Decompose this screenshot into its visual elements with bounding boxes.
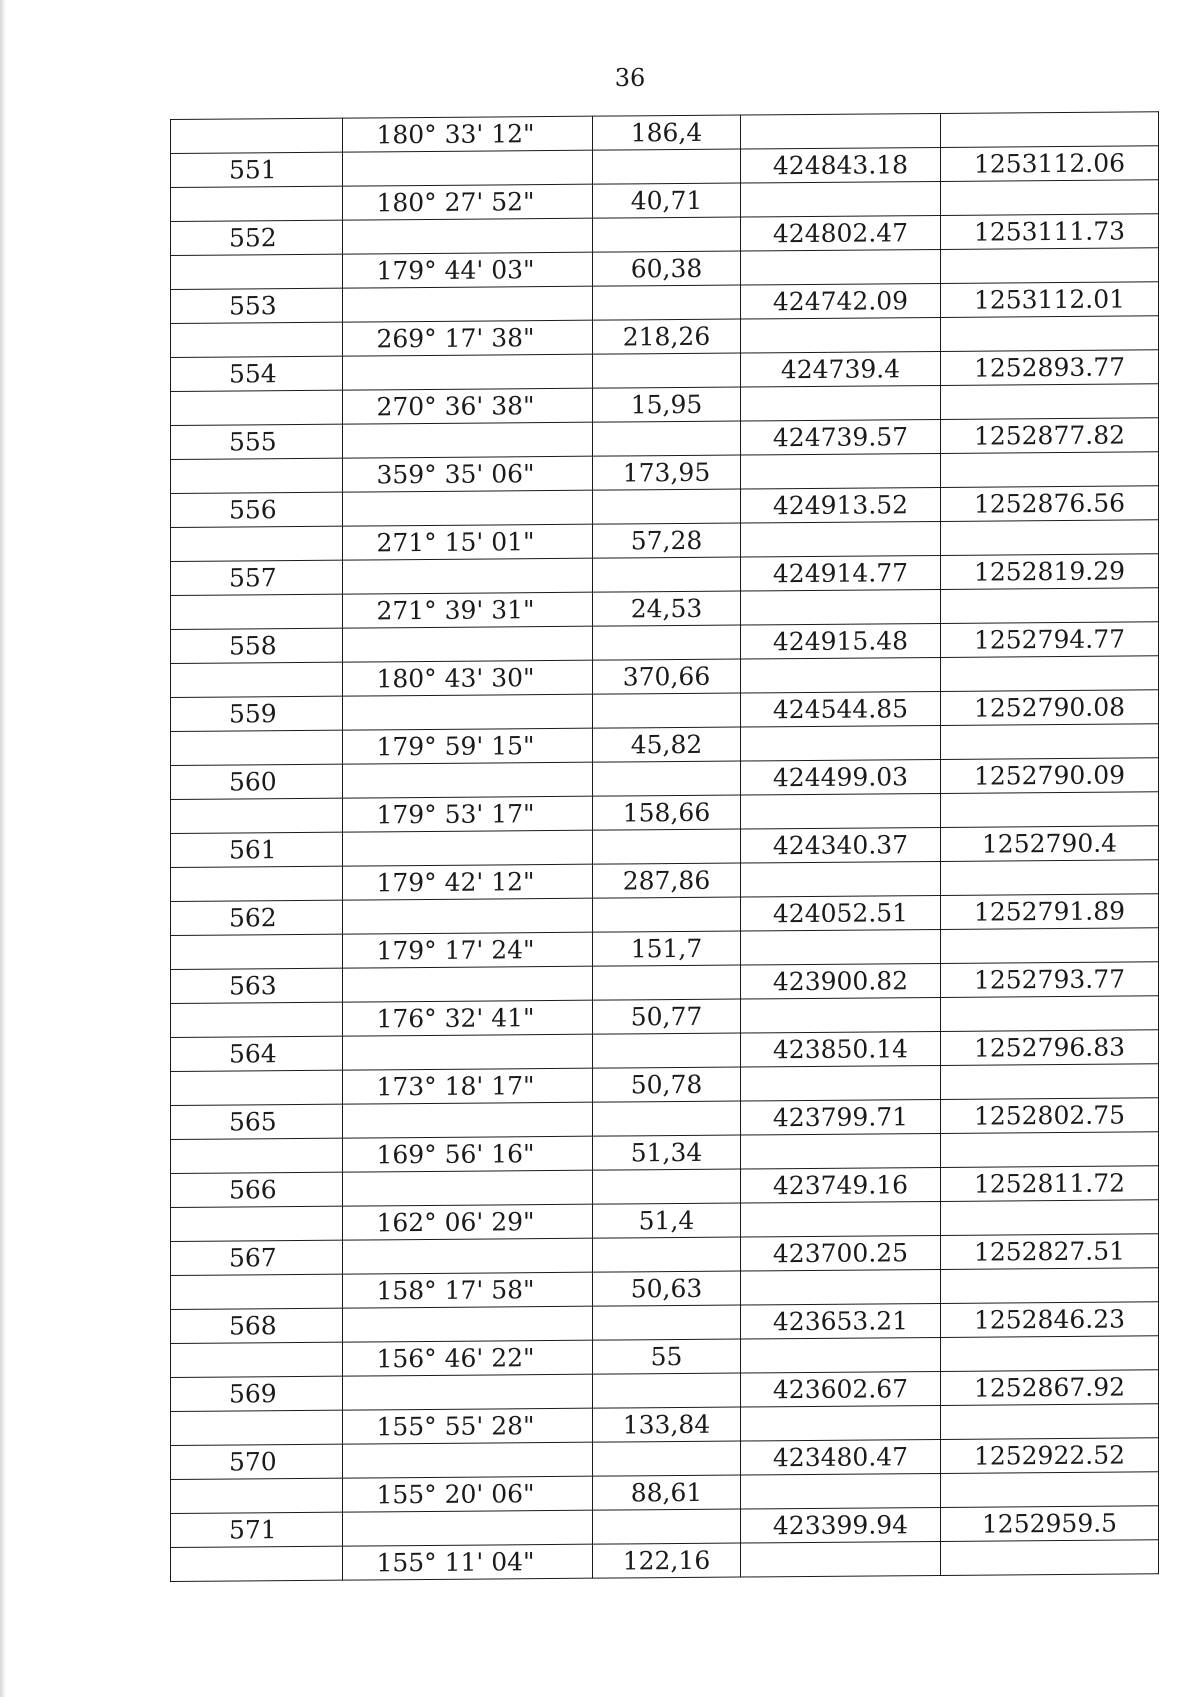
bearing-angle-cell: 173° 18' 17" <box>343 1068 593 1104</box>
point-number-cell <box>171 798 343 833</box>
distance-cell: 122,16 <box>593 1543 741 1578</box>
point-number-cell <box>171 1002 343 1037</box>
bearing-angle-cell: 180° 33' 12" <box>343 116 593 152</box>
point-number-cell: 558 <box>171 628 343 663</box>
distance-cell <box>593 693 741 728</box>
distance-cell: 158,66 <box>593 795 741 830</box>
y-coordinate-cell <box>941 1132 1159 1168</box>
y-coordinate-cell: 1252791.89 <box>941 894 1159 930</box>
point-number-cell <box>171 1138 343 1173</box>
x-coordinate-cell <box>741 317 941 353</box>
point-number-cell <box>171 730 343 765</box>
distance-cell: 287,86 <box>593 863 741 898</box>
y-coordinate-cell: 1252893.77 <box>941 350 1159 386</box>
distance-cell: 50,63 <box>593 1271 741 1306</box>
bearing-angle-cell: 179° 17' 24" <box>343 932 593 968</box>
bearing-angle-cell <box>343 422 593 458</box>
y-coordinate-cell <box>941 1404 1159 1440</box>
distance-cell: 51,4 <box>593 1203 741 1238</box>
point-number-cell <box>171 1206 343 1241</box>
bearing-angle-cell <box>343 1306 593 1342</box>
x-coordinate-cell <box>741 1133 941 1169</box>
y-coordinate-cell <box>941 1540 1159 1576</box>
distance-cell: 370,66 <box>593 659 741 694</box>
point-number-cell <box>171 322 343 357</box>
distance-cell <box>593 421 741 456</box>
distance-cell <box>593 761 741 796</box>
distance-cell <box>593 1373 741 1408</box>
x-coordinate-cell <box>741 1201 941 1237</box>
point-number-cell: 565 <box>171 1104 343 1139</box>
bearing-angle-cell: 180° 27' 52" <box>343 184 593 220</box>
distance-cell <box>593 1509 741 1544</box>
point-number-cell <box>171 254 343 289</box>
bearing-angle-cell: 269° 17' 38" <box>343 320 593 356</box>
y-coordinate-cell: 1252876.56 <box>941 486 1159 522</box>
bearing-angle-cell <box>343 1034 593 1070</box>
scan-edge-shadow <box>0 0 6 1697</box>
point-number-cell <box>171 866 343 901</box>
point-number-cell: 562 <box>171 900 343 935</box>
bearing-angle-cell: 155° 11' 04" <box>343 1544 593 1580</box>
distance-cell <box>593 1101 741 1136</box>
x-coordinate-cell <box>741 861 941 897</box>
bearing-angle-cell: 179° 59' 15" <box>343 728 593 764</box>
bearing-angle-cell: 158° 17' 58" <box>343 1272 593 1308</box>
y-coordinate-cell <box>941 1336 1159 1372</box>
y-coordinate-cell <box>941 112 1159 148</box>
point-number-cell <box>171 526 343 561</box>
x-coordinate-cell: 423850.14 <box>741 1031 941 1067</box>
distance-cell: 60,38 <box>593 251 741 286</box>
point-number-cell <box>171 118 343 153</box>
bearing-angle-cell: 169° 56' 16" <box>343 1136 593 1172</box>
x-coordinate-cell <box>741 385 941 421</box>
x-coordinate-cell <box>741 1541 941 1577</box>
y-coordinate-cell: 1253112.06 <box>941 146 1159 182</box>
distance-cell <box>593 557 741 592</box>
point-number-cell: 563 <box>171 968 343 1003</box>
distance-cell <box>593 217 741 252</box>
bearing-angle-cell <box>343 558 593 594</box>
bearing-angle-cell <box>343 830 593 866</box>
x-coordinate-cell: 423700.25 <box>741 1235 941 1271</box>
point-number-cell: 557 <box>171 560 343 595</box>
y-coordinate-cell <box>941 248 1159 284</box>
point-number-cell <box>171 1546 343 1581</box>
distance-cell <box>593 829 741 864</box>
y-coordinate-cell <box>941 180 1159 216</box>
point-number-cell: 569 <box>171 1376 343 1411</box>
x-coordinate-cell <box>741 929 941 965</box>
x-coordinate-cell <box>741 1405 941 1441</box>
distance-cell <box>593 489 741 524</box>
bearing-angle-cell <box>343 1102 593 1138</box>
bearing-angle-cell: 155° 20' 06" <box>343 1476 593 1512</box>
bearing-angle-cell: 270° 36' 38" <box>343 388 593 424</box>
x-coordinate-cell: 423900.82 <box>741 963 941 999</box>
x-coordinate-cell <box>741 453 941 489</box>
survey-coordinates-table <box>170 111 1159 1582</box>
point-number-cell <box>171 390 343 425</box>
x-coordinate-cell: 424340.37 <box>741 827 941 863</box>
point-number-cell: 560 <box>171 764 343 799</box>
x-coordinate-cell <box>741 997 941 1033</box>
distance-cell: 133,84 <box>593 1407 741 1442</box>
y-coordinate-cell <box>941 656 1159 692</box>
point-number-cell <box>171 186 343 221</box>
x-coordinate-cell <box>741 725 941 761</box>
y-coordinate-cell <box>941 724 1159 760</box>
distance-cell <box>593 1305 741 1340</box>
x-coordinate-cell <box>741 1337 941 1373</box>
bearing-angle-cell <box>343 966 593 1002</box>
bearing-angle-cell <box>343 694 593 730</box>
x-coordinate-cell: 424739.4 <box>741 351 941 387</box>
bearing-angle-cell: 156° 46' 22" <box>343 1340 593 1376</box>
y-coordinate-cell: 1252790.4 <box>941 826 1159 862</box>
y-coordinate-cell: 1252802.75 <box>941 1098 1159 1134</box>
bearing-angle-cell <box>343 1510 593 1546</box>
distance-cell: 151,7 <box>593 931 741 966</box>
point-number-cell: 559 <box>171 696 343 731</box>
distance-cell <box>593 1169 741 1204</box>
bearing-angle-cell <box>343 286 593 322</box>
distance-cell: 186,4 <box>593 115 741 150</box>
x-coordinate-cell: 424802.47 <box>741 215 941 251</box>
x-coordinate-cell <box>741 181 941 217</box>
x-coordinate-cell: 423480.47 <box>741 1439 941 1475</box>
point-number-cell <box>171 662 343 697</box>
distance-cell <box>593 285 741 320</box>
point-number-cell: 570 <box>171 1444 343 1479</box>
y-coordinate-cell: 1252877.82 <box>941 418 1159 454</box>
y-coordinate-cell <box>941 452 1159 488</box>
x-coordinate-cell: 424915.48 <box>741 623 941 659</box>
bearing-angle-cell: 180° 43' 30" <box>343 660 593 696</box>
table-body <box>171 112 1159 1582</box>
point-number-cell: 553 <box>171 288 343 323</box>
x-coordinate-cell: 423653.21 <box>741 1303 941 1339</box>
bearing-angle-cell: 271° 15' 01" <box>343 524 593 560</box>
y-coordinate-cell: 1252867.92 <box>941 1370 1159 1406</box>
point-number-cell <box>171 458 343 493</box>
bearing-angle-cell: 176° 32' 41" <box>343 1000 593 1036</box>
distance-cell: 173,95 <box>593 455 741 490</box>
y-coordinate-cell <box>941 1200 1159 1236</box>
x-coordinate-cell <box>741 249 941 285</box>
point-number-cell <box>171 1410 343 1445</box>
distance-cell: 218,26 <box>593 319 741 354</box>
y-coordinate-cell: 1252793.77 <box>941 962 1159 998</box>
bearing-angle-cell: 179° 53' 17" <box>343 796 593 832</box>
bearing-angle-cell <box>343 626 593 662</box>
point-number-cell: 556 <box>171 492 343 527</box>
x-coordinate-cell: 424914.77 <box>741 555 941 591</box>
bearing-angle-cell: 179° 42' 12" <box>343 864 593 900</box>
x-coordinate-cell: 423799.71 <box>741 1099 941 1135</box>
x-coordinate-cell <box>741 1065 941 1101</box>
x-coordinate-cell <box>741 793 941 829</box>
point-number-cell: 571 <box>171 1512 343 1547</box>
point-number-cell <box>171 594 343 629</box>
x-coordinate-cell: 424913.52 <box>741 487 941 523</box>
bearing-angle-cell <box>343 1442 593 1478</box>
x-coordinate-cell: 424544.85 <box>741 691 941 727</box>
table-row <box>171 1540 1159 1582</box>
x-coordinate-cell <box>741 589 941 625</box>
distance-cell: 45,82 <box>593 727 741 762</box>
distance-cell <box>593 965 741 1000</box>
point-number-cell: 561 <box>171 832 343 867</box>
distance-cell <box>593 1237 741 1272</box>
x-coordinate-cell: 424739.57 <box>741 419 941 455</box>
distance-cell <box>593 1441 741 1476</box>
x-coordinate-cell: 424843.18 <box>741 147 941 183</box>
x-coordinate-cell <box>741 1473 941 1509</box>
point-number-cell: 567 <box>171 1240 343 1275</box>
bearing-angle-cell <box>343 150 593 186</box>
y-coordinate-cell: 1252846.23 <box>941 1302 1159 1338</box>
x-coordinate-cell: 423749.16 <box>741 1167 941 1203</box>
bearing-angle-cell: 155° 55' 28" <box>343 1408 593 1444</box>
y-coordinate-cell <box>941 384 1159 420</box>
y-coordinate-cell <box>941 996 1159 1032</box>
distance-cell <box>593 353 741 388</box>
y-coordinate-cell <box>941 316 1159 352</box>
bearing-angle-cell: 359° 35' 06" <box>343 456 593 492</box>
point-number-cell: 555 <box>171 424 343 459</box>
distance-cell <box>593 897 741 932</box>
y-coordinate-cell: 1252959.5 <box>941 1506 1159 1542</box>
distance-cell <box>593 625 741 660</box>
y-coordinate-cell: 1252922.52 <box>941 1438 1159 1474</box>
y-coordinate-cell: 1252790.09 <box>941 758 1159 794</box>
x-coordinate-cell <box>741 657 941 693</box>
y-coordinate-cell <box>941 860 1159 896</box>
point-number-cell: 568 <box>171 1308 343 1343</box>
point-number-cell: 551 <box>171 152 343 187</box>
distance-cell: 57,28 <box>593 523 741 558</box>
y-coordinate-cell: 1252790.08 <box>941 690 1159 726</box>
point-number-cell <box>171 1478 343 1513</box>
y-coordinate-cell <box>941 1064 1159 1100</box>
x-coordinate-cell <box>741 521 941 557</box>
y-coordinate-cell: 1252796.83 <box>941 1030 1159 1066</box>
point-number-cell <box>171 934 343 969</box>
distance-cell: 24,53 <box>593 591 741 626</box>
point-number-cell <box>171 1342 343 1377</box>
y-coordinate-cell <box>941 588 1159 624</box>
bearing-angle-cell: 271° 39' 31" <box>343 592 593 628</box>
y-coordinate-cell <box>941 792 1159 828</box>
x-coordinate-cell <box>741 113 941 149</box>
distance-cell: 51,34 <box>593 1135 741 1170</box>
distance-cell: 55 <box>593 1339 741 1374</box>
y-coordinate-cell: 1252794.77 <box>941 622 1159 658</box>
distance-cell: 88,61 <box>593 1475 741 1510</box>
bearing-angle-cell <box>343 1374 593 1410</box>
point-number-cell: 552 <box>171 220 343 255</box>
x-coordinate-cell: 424742.09 <box>741 283 941 319</box>
x-coordinate-cell <box>741 1269 941 1305</box>
distance-cell <box>593 1033 741 1068</box>
x-coordinate-cell: 424052.51 <box>741 895 941 931</box>
bearing-angle-cell <box>343 490 593 526</box>
y-coordinate-cell: 1252827.51 <box>941 1234 1159 1270</box>
y-coordinate-cell: 1253111.73 <box>941 214 1159 250</box>
bearing-angle-cell <box>343 1170 593 1206</box>
y-coordinate-cell <box>941 928 1159 964</box>
distance-cell: 50,77 <box>593 999 741 1034</box>
bearing-angle-cell <box>343 898 593 934</box>
y-coordinate-cell: 1253112.01 <box>941 282 1159 318</box>
point-number-cell: 564 <box>171 1036 343 1071</box>
page-number: 36 <box>614 64 646 92</box>
x-coordinate-cell: 423602.67 <box>741 1371 941 1407</box>
bearing-angle-cell <box>343 762 593 798</box>
y-coordinate-cell: 1252811.72 <box>941 1166 1159 1202</box>
point-number-cell: 554 <box>171 356 343 391</box>
distance-cell: 50,78 <box>593 1067 741 1102</box>
bearing-angle-cell <box>343 218 593 254</box>
y-coordinate-cell <box>941 520 1159 556</box>
x-coordinate-cell: 424499.03 <box>741 759 941 795</box>
point-number-cell <box>171 1274 343 1309</box>
distance-cell: 40,71 <box>593 183 741 218</box>
bearing-angle-cell <box>343 354 593 390</box>
bearing-angle-cell: 162° 06' 29" <box>343 1204 593 1240</box>
bearing-angle-cell: 179° 44' 03" <box>343 252 593 288</box>
distance-cell: 15,95 <box>593 387 741 422</box>
y-coordinate-cell <box>941 1268 1159 1304</box>
x-coordinate-cell: 423399.94 <box>741 1507 941 1543</box>
point-number-cell <box>171 1070 343 1105</box>
y-coordinate-cell: 1252819.29 <box>941 554 1159 590</box>
distance-cell <box>593 149 741 184</box>
bearing-angle-cell <box>343 1238 593 1274</box>
y-coordinate-cell <box>941 1472 1159 1508</box>
point-number-cell: 566 <box>171 1172 343 1207</box>
